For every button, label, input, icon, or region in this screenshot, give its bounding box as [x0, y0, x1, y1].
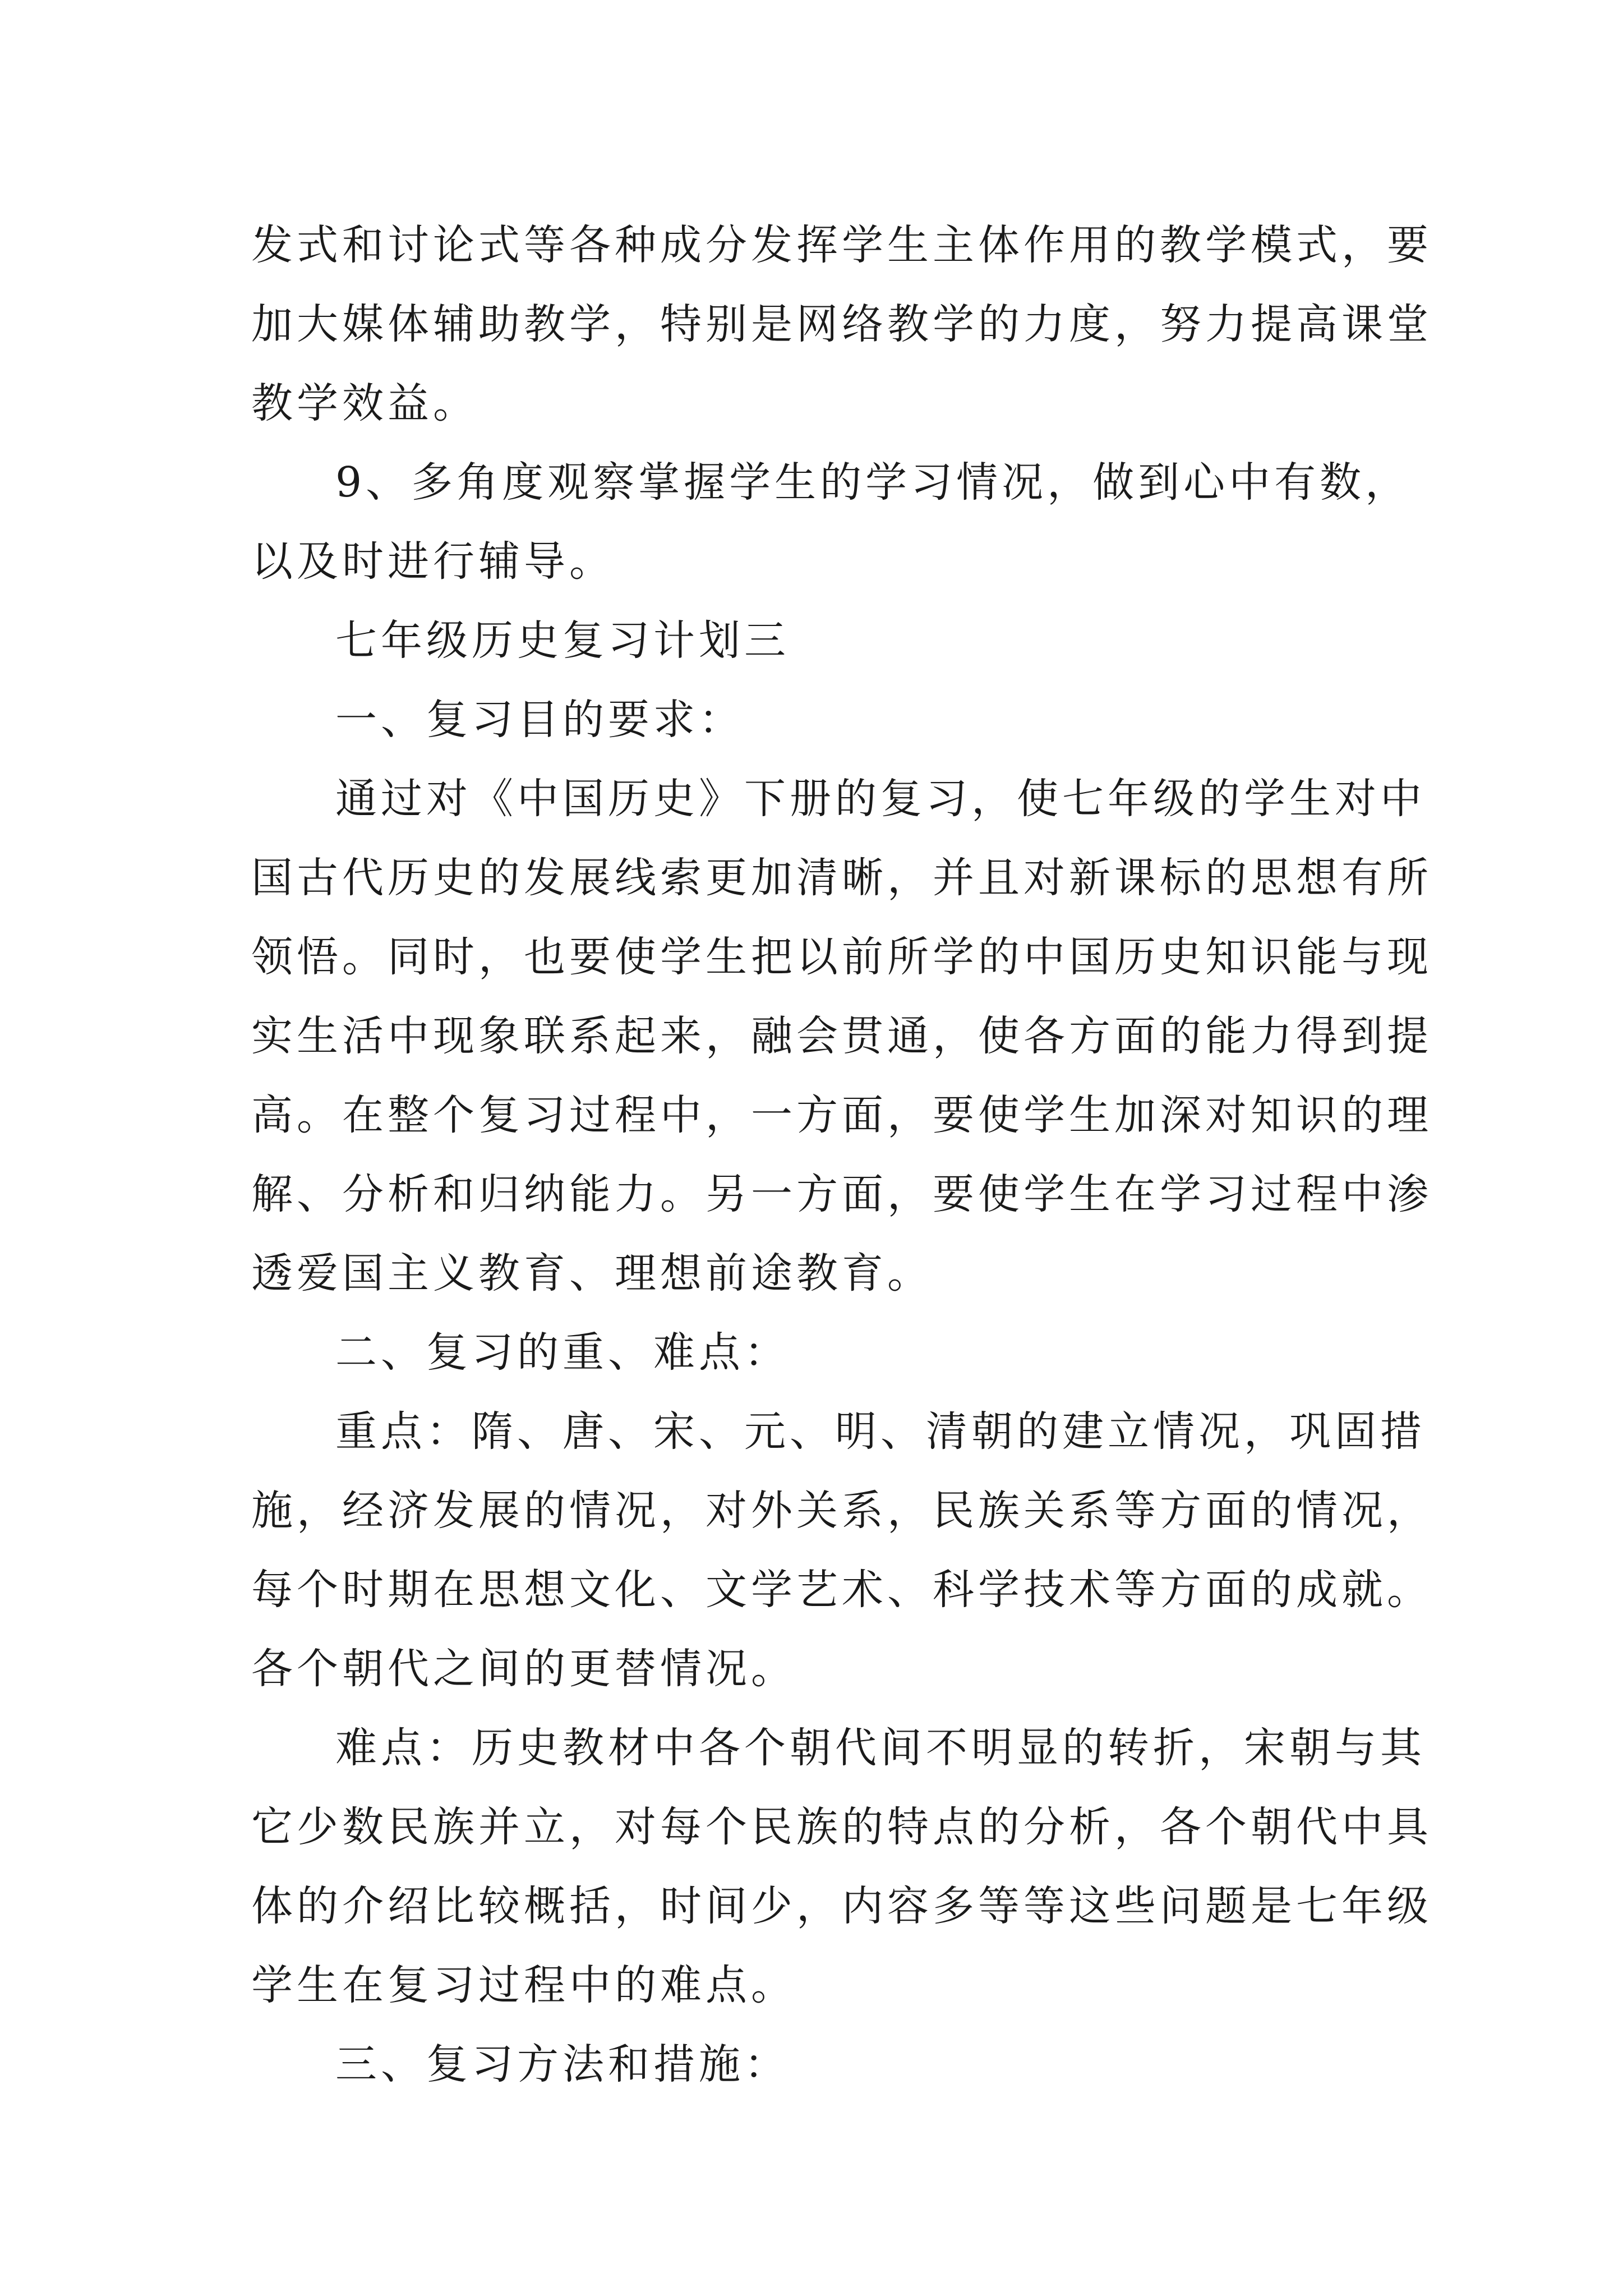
section-heading: 三、复习方法和措施： — [335, 2040, 790, 2088]
text-line: 实生活中现象联系起来，融会贯通，使各方面的能力得到提 — [251, 1012, 1432, 1060]
text-line: 各个朝代之间的更替情况。 — [251, 1645, 796, 1693]
text-line: 教学效益。 — [251, 379, 478, 427]
text-line: 体的介绍比较概括，时间少，内容多等等这些问题是七年级 — [251, 1882, 1432, 1930]
text-line: 高。在整个复习过程中，一方面，要使学生加深对知识的理 — [251, 1091, 1432, 1139]
text-line: 以及时进行辅导。 — [251, 537, 615, 586]
section-heading: 一、复习目的要求： — [335, 696, 744, 744]
text-line: 加大媒体辅助教学，特别是网络教学的力度，努力提高课堂 — [251, 300, 1432, 348]
text-line: 发式和讨论式等各种成分发挥学生主体作用的教学模式，要 — [251, 221, 1432, 269]
text-line: 难点：历史教材中各个朝代间不明显的转折，宋朝与其 — [335, 1724, 1426, 1772]
text-line: 解、分析和归纳能力。另一方面，要使学生在学习过程中渗 — [251, 1170, 1432, 1218]
text-line: 透爱国主义教育、理想前途教育。 — [251, 1249, 933, 1297]
text-line: 重点：隋、唐、宋、元、明、清朝的建立情况，巩固措 — [335, 1407, 1426, 1456]
text-line: 国古代历史的发展线索更加清晰，并且对新课标的思想有所 — [251, 854, 1432, 902]
text-line: 施，经济发展的情况，对外关系，民族关系等方面的情况， — [251, 1487, 1432, 1535]
text-line: 它少数民族并立，对每个民族的特点的分析，各个朝代中具 — [251, 1803, 1432, 1851]
text-line: 每个时期在思想文化、文学艺术、科学技术等方面的成就。 — [251, 1566, 1432, 1614]
section-heading: 二、复习的重、难点： — [335, 1328, 790, 1377]
text-line: 领悟。同时，也要使学生把以前所学的中国历史知识能与现 — [251, 933, 1432, 981]
text-line: 通过对《中国历史》下册的复习，使七年级的学生对中 — [335, 775, 1426, 823]
section-title: 七年级历史复习计划三 — [335, 616, 790, 665]
text-line: 9、多角度观察掌握学生的学习情况，做到心中有数， — [335, 458, 1411, 507]
text-line: 学生在复习过程中的难点。 — [251, 1961, 796, 2009]
